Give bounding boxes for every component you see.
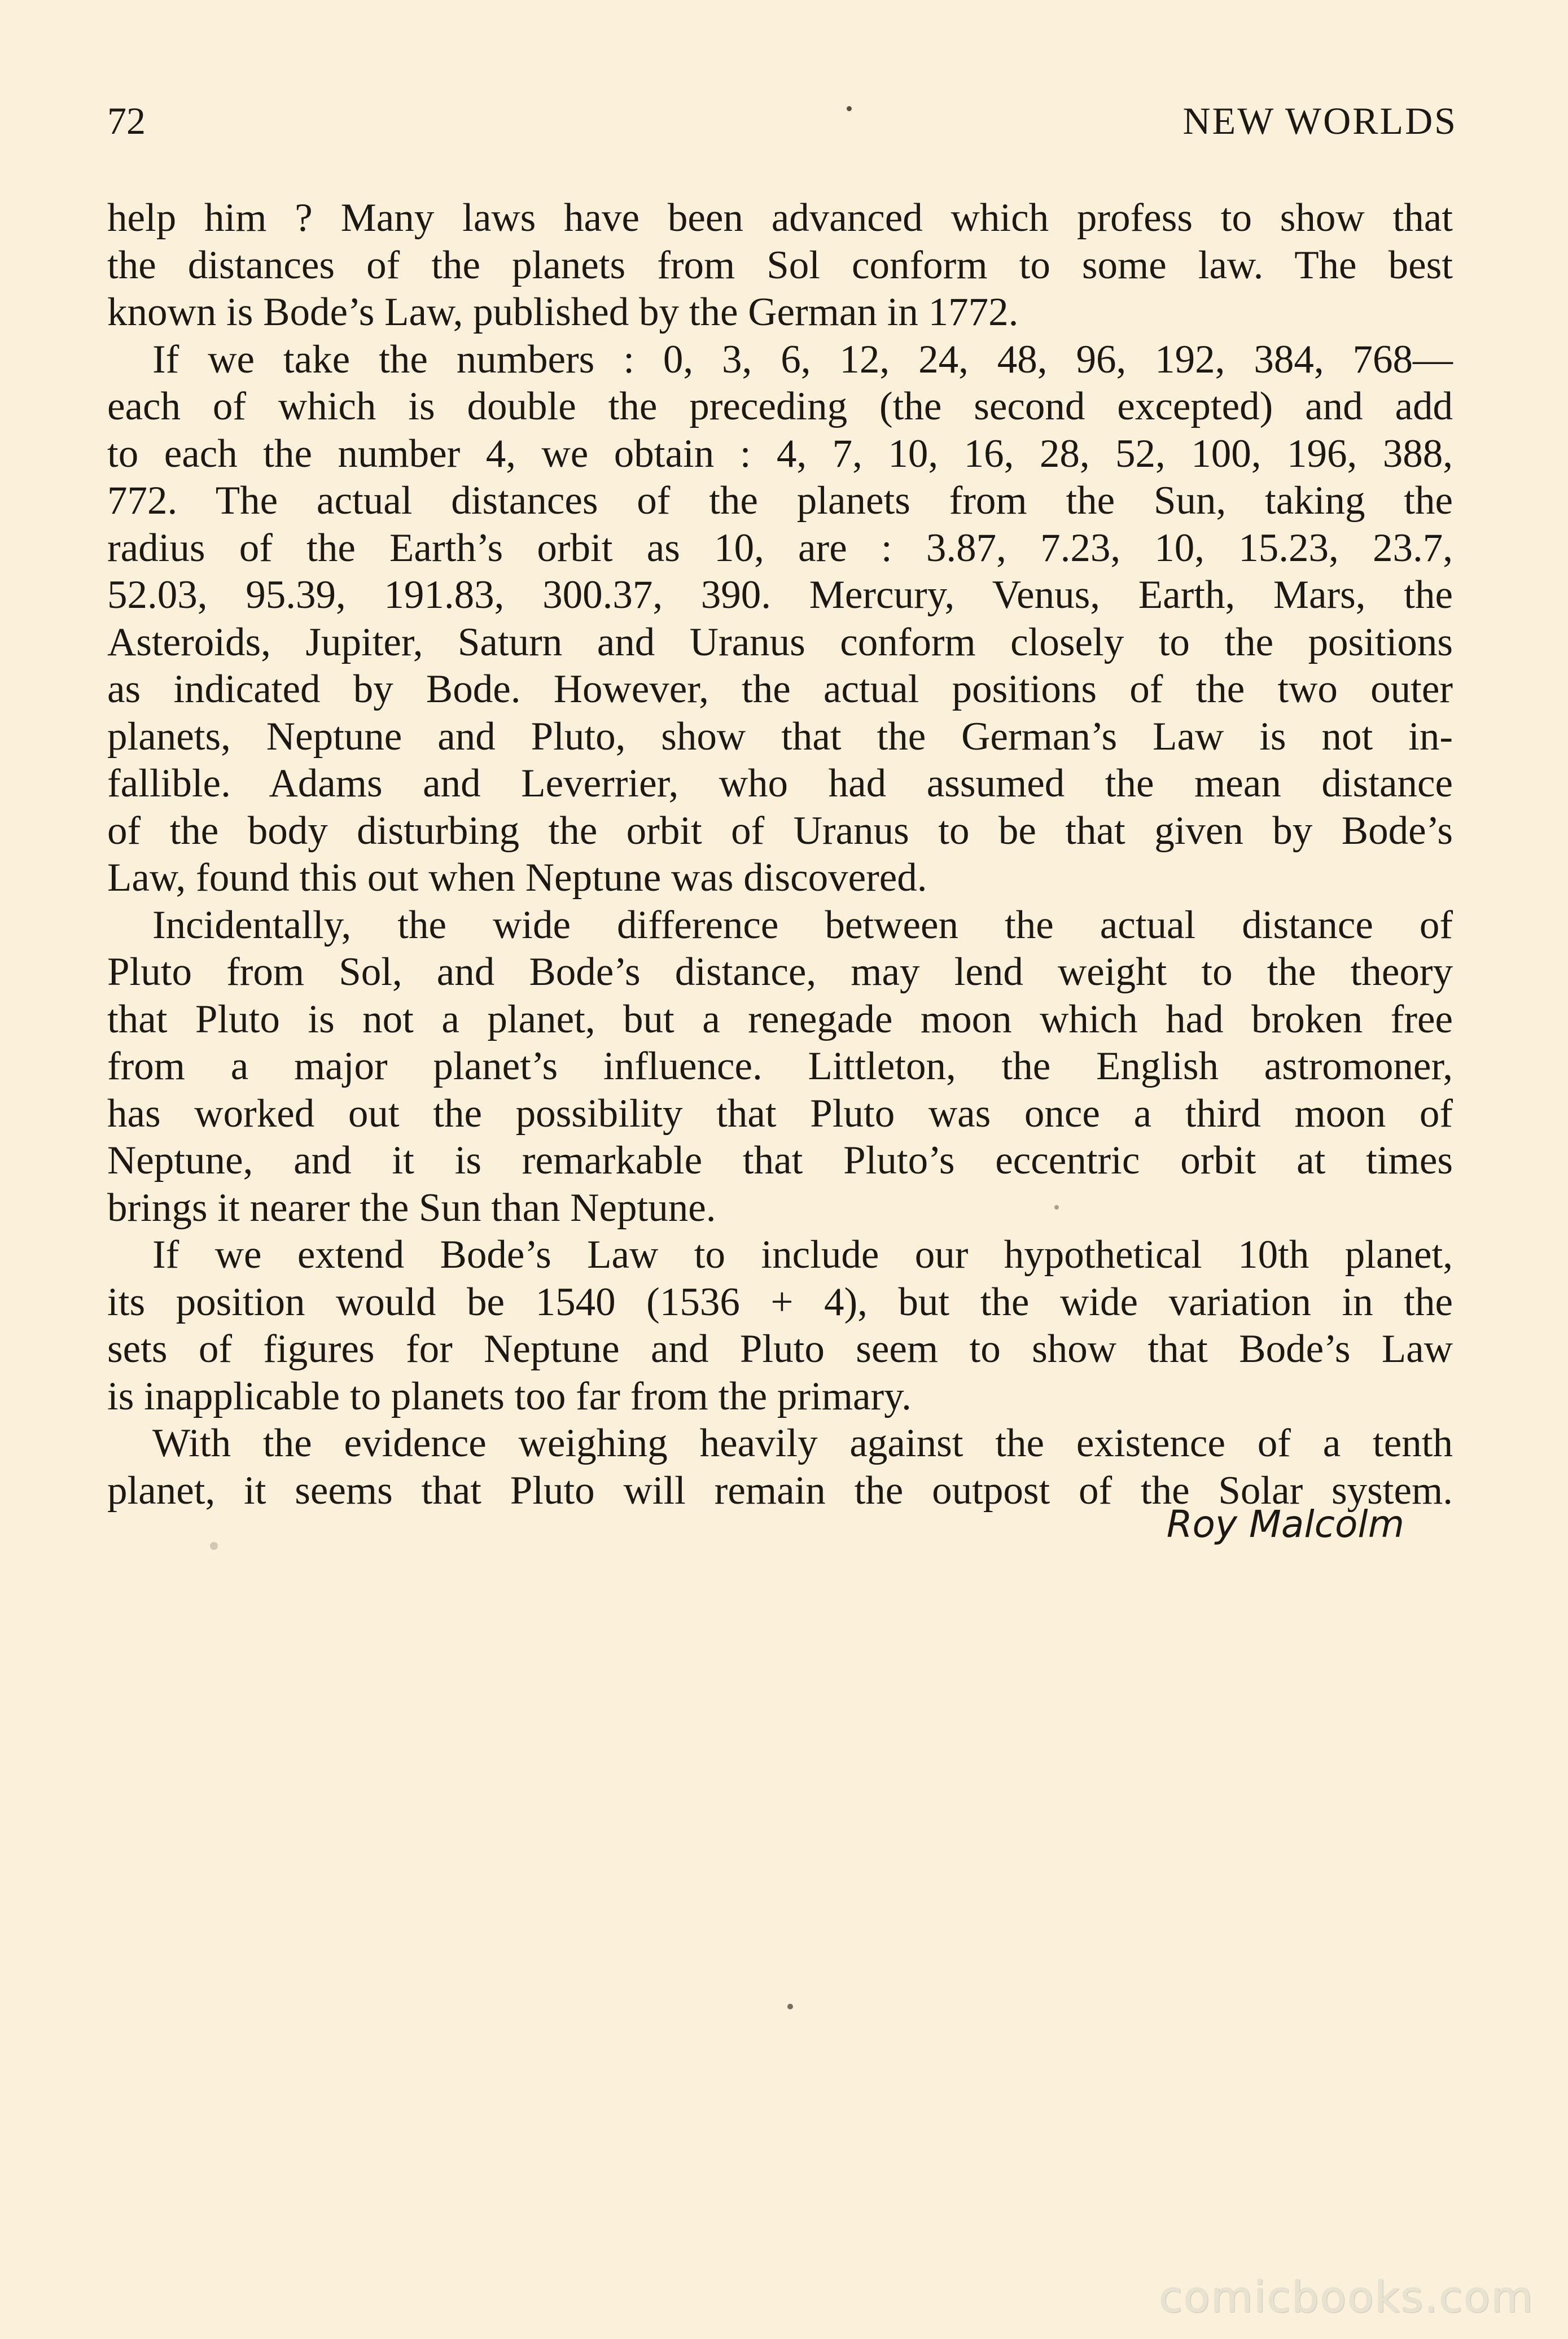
page-number: 72 bbox=[107, 99, 146, 142]
print-speck bbox=[847, 106, 852, 111]
text-line: help him ? Many laws have been advanced which profess to show that bbox=[107, 196, 1453, 240]
text-line: of the body disturbing the orbit of Uranus to be that given by Bode’s bbox=[107, 808, 1453, 853]
text-line: 52.03, 95.39, 191.83, 300.37, 390. Mercury, Venus, Earth, Mars, the bbox=[107, 573, 1453, 617]
paragraph-4 bbox=[107, 1232, 1453, 1420]
text-line: known is Bode’s Law, published by the German in 1772. bbox=[107, 290, 1019, 334]
print-speck bbox=[787, 2004, 793, 2009]
text-line: If we extend Bode’s Law to include our hypothetical 10th planet, bbox=[152, 1233, 1453, 1277]
paragraph-2 bbox=[107, 336, 1453, 902]
text-line: If we take the numbers : 0, 3, 6, 12, 24, 48, 96, 192, 384, 768— bbox=[152, 337, 1453, 382]
paragraph-1 bbox=[107, 195, 1453, 336]
text-line: fallible. Adams and Leverrier, who had assumed the mean distance bbox=[107, 761, 1453, 805]
text-line: sets of figures for Neptune and Pluto seem to show that Bode’s Law bbox=[107, 1327, 1453, 1371]
text-line: Asteroids, Jupiter, Saturn and Uranus conform closely to the positions bbox=[107, 620, 1453, 664]
text-line: its position would be 1540 (1536 + 4), but the wide variation in the bbox=[107, 1280, 1453, 1324]
text-line: Neptune, and it is remarkable that Pluto’s eccentric orbit at times bbox=[107, 1138, 1453, 1182]
watermark-text: comicbooks.com bbox=[1159, 2272, 1534, 2322]
text-line: has worked out the possibility that Pluto was once a third moon of bbox=[107, 1091, 1453, 1136]
text-line: Law, found this out when Neptune was discovered. bbox=[107, 856, 927, 900]
text-line: 772. The actual distances of the planets from the Sun, taking the bbox=[107, 479, 1453, 523]
text-line: planet, it seems that Pluto will remain the outpost of the Solar system. bbox=[107, 1468, 1453, 1513]
text-line: from a major planet’s influence. Littleton, the English astromoner, bbox=[107, 1044, 1453, 1088]
text-line: With the evidence weighing heavily against the existence of a tenth bbox=[152, 1421, 1453, 1465]
print-speck bbox=[210, 1542, 218, 1550]
text-line: each of which is double the preceding (the second excepted) and add bbox=[107, 384, 1453, 428]
text-line: radius of the Earth’s orbit as 10, are : 3.87, 7.23, 10, 15.23, 23.7, bbox=[107, 525, 1453, 570]
text-line: Pluto from Sol, and Bode’s distance, may lend weight to the theory bbox=[107, 950, 1453, 994]
text-line: as indicated by Bode. However, the actual positions of the two outer bbox=[107, 667, 1453, 711]
text-line: to each the number 4, we obtain : 4, 7, 10, 16, 28, 52, 100, 196, 388, bbox=[107, 431, 1453, 476]
text-line: Incidentally, the wide difference between the actual distance of bbox=[152, 903, 1453, 947]
print-speck bbox=[1054, 1205, 1059, 1210]
running-head: NEW WORLDS bbox=[1182, 99, 1457, 142]
article-body bbox=[107, 195, 1453, 1514]
paragraph-3 bbox=[107, 902, 1453, 1232]
paragraph-5 bbox=[107, 1420, 1453, 1514]
text-line: is inapplicable to planets too far from the primary. bbox=[107, 1374, 912, 1418]
text-line: brings it nearer the Sun than Neptune. bbox=[107, 1185, 716, 1230]
text-line: planets, Neptune and Pluto, show that the German’s Law is not in- bbox=[107, 714, 1453, 759]
text-line: that Pluto is not a planet, but a renegade moon which had broken free bbox=[107, 997, 1453, 1041]
author-signature: Roy Malcolm bbox=[1166, 1503, 1404, 1546]
text-line: the distances of the planets from Sol conform to some law. The best bbox=[107, 243, 1453, 287]
